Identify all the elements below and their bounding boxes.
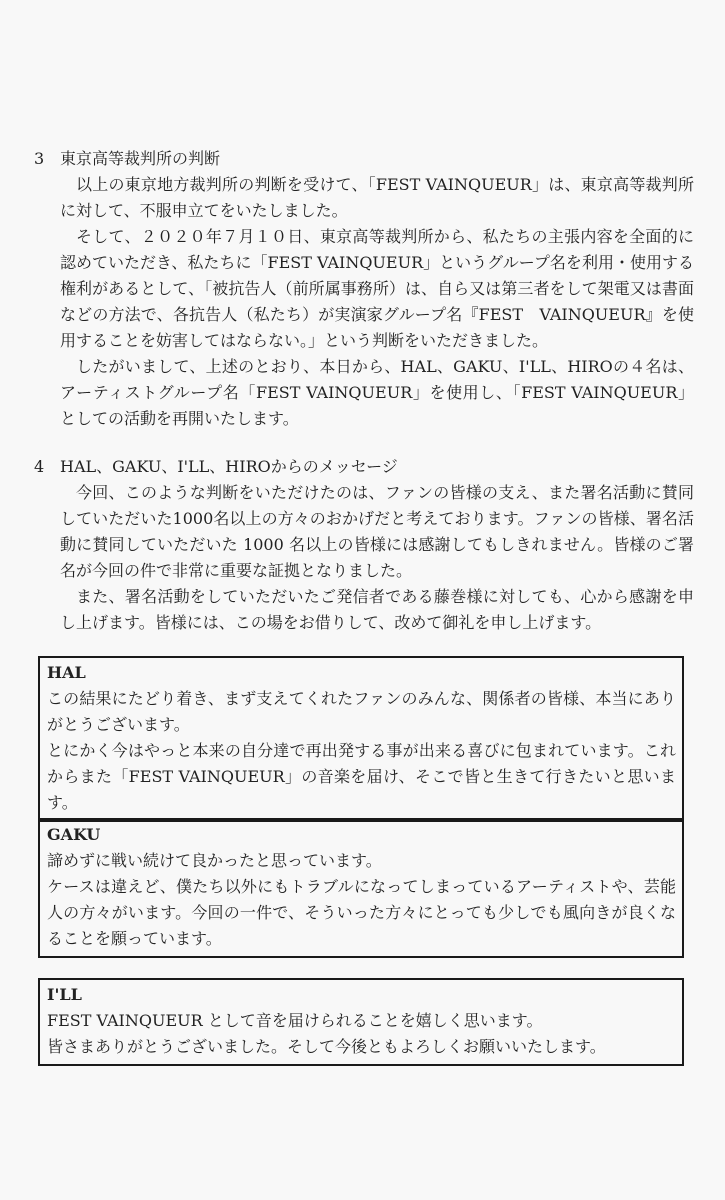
section-3-title: 東京高等裁判所の判断 xyxy=(60,149,221,168)
message-box-hal xyxy=(38,656,684,822)
message-hal-line-1: この結果にたどり着き、まず支えてくれたファンのみんな、関係者の皆様、本当にありがとうございます。 xyxy=(47,689,676,734)
section-4-paragraph-1: 今回、このような判断をいただけたのは、ファンの皆様の支え、また署名活動に賛同していただいた1000名以上の方々のおかげだと考えております。ファンの皆様、署名活動に賛同していただいた 1000 名以上の皆様には感謝してもしきれません。皆様のご署名が今回の件で非常に重要な証拠となりました。 xyxy=(60,483,694,580)
message-author-hal: HAL xyxy=(47,663,86,682)
section-3-paragraph-2: そして、２０２０年７月１０日、東京高等裁判所から、私たちの主張内容を全面的に認めていただき、私たちに「FEST VAINQUEUR」というグループ名を利用・使用する権利があるとして、「被抗告人（前所属事務所）は、自ら又は第三者をして架電又は書面などの方法で、各抗告人（私たち）が実演家グループ名『FEST VAINQUEUR』を使用することを妨害してはならない。」という判断をいただきました。 xyxy=(60,227,694,350)
message-box-ill xyxy=(38,978,684,1066)
section-3-heading xyxy=(34,146,694,172)
section-4-number: 4 xyxy=(34,457,45,476)
section-4-title: HAL、GAKU、I'LL、HIROからのメッセージ xyxy=(60,457,398,476)
message-gaku-line-2: ケースは違えど、僕たち以外にもトラブルになってしまっているアーティストや、芸能人の方々がいます。今回の一件で、そういった方々にとっても少しでも風向きが良くなることを願っています。 xyxy=(47,877,676,948)
section-3-paragraph-3: したがいまして、上述のとおり、本日から、HAL、GAKU、I'LL、HIROの４名は、アーティストグループ名「FEST VAINQUEUR」を使用し、「FEST VAINQUEUR」としての活動を再開いたします。 xyxy=(60,357,694,428)
message-gaku-line-1: 諦めずに戦い続けて良かったと思っています。 xyxy=(47,851,382,870)
message-box-gaku xyxy=(38,818,684,958)
message-ill-line-2: 皆さまありがとうございました。そして今後ともよろしくお願いいたします。 xyxy=(47,1037,606,1056)
section-4 xyxy=(34,454,694,636)
section-4-heading xyxy=(34,454,694,480)
section-3-number: 3 xyxy=(34,149,45,168)
message-ill-line-1: FEST VAINQUEUR として音を届けられることを嬉しく思います。 xyxy=(47,1011,543,1030)
message-author-ill: I'LL xyxy=(47,985,82,1004)
section-3-paragraph-1: 以上の東京地方裁判所の判断を受けて、「FEST VAINQUEUR」は、東京高等裁判所に対して、不服申立てをいたしました。 xyxy=(60,175,694,220)
message-hal-line-2: とにかく今はやっと本来の自分達で再出発する事が出来る喜びに包まれています。これからまた「FEST VAINQUEUR」の音楽を届け、そこで皆と生きて行きたいと思います。 xyxy=(47,741,676,812)
section-3 xyxy=(34,146,694,432)
section-4-paragraph-2: また、署名活動をしていただいたご発信者である藤巻様に対しても、心から感謝を申し上げます。皆様には、この場をお借りして、改めて御礼を申し上げます。 xyxy=(60,587,694,632)
message-author-gaku: GAKU xyxy=(47,825,101,844)
